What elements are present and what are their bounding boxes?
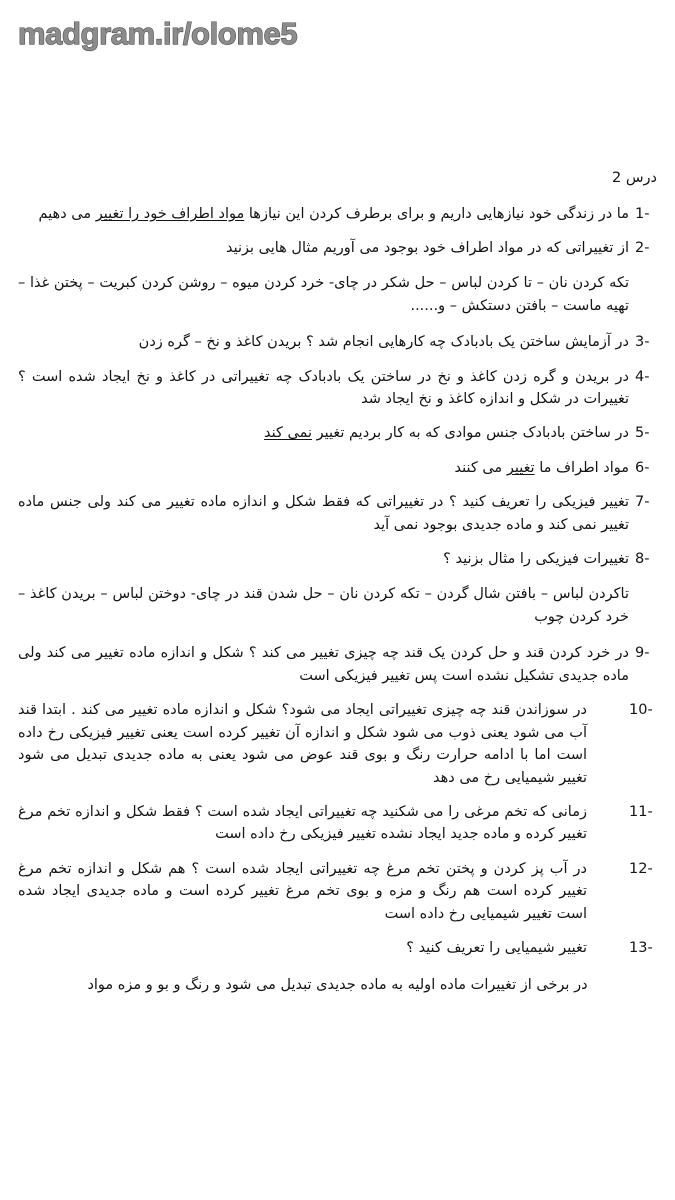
list-item-text: در ساختن بادبادک جنس موادی که به کار بردیم تغییر نمی کند [264,425,629,442]
list-item [18,699,657,789]
question-list [18,203,657,960]
list-item-text: در بریدن و گره زدن کاغذ و نخ در ساختن یک بادبادک چه تغییراتی در کاغذ و نخ ایجاد شده است ؟ تغییرات در شکل و اندازه کاغذ و نخ ایجاد شد [18,368,629,407]
underlined-phrase: نمی کند [264,425,313,442]
underlined-phrase: تغییر [506,459,535,476]
list-item [18,801,657,846]
list-item-text: در آب پز کردن و پختن تخم مرغ چه تغییراتی ایجاد شده است ؟ هم شکل و اندازه تخم مرغ تغییر کرده است هم رنگ و مزه و بوی تخم مرغ تغییر کرده است و ماده جدیدی ایجاد شده است تغییر شیمیایی رخ داده است [18,860,587,922]
list-item-number: 10- [629,702,653,719]
list-item-number: 8- [635,551,650,568]
list-item [18,331,657,353]
list-item-number: 4- [635,368,650,385]
list-item [18,203,657,225]
list-item-number: 11- [629,804,653,820]
list-item-text: تغییر شیمیایی را تعریف کنید ؟ [406,940,587,957]
list-item [18,858,657,925]
list-item-text: تغییرات فیزیکی را مثال بزنید ؟ [443,551,629,568]
list-item [18,422,657,444]
list-item [18,366,657,411]
list-item [18,548,657,570]
list-item-text: زمانی که تخم مرغی را می شکنید چه تغییراتی ایجاد شده است ؟ فقط شکل و اندازه تخم مرغ تغییر کرده و ماده جدید ایجاد نشده تغییر فیزیکی رخ داده است [18,804,587,843]
list-item-text: در آزمایش ساختن یک بادبادک چه کارهایی انجام شد ؟ بریدن کاغذ و نخ – گره زدن [138,334,629,351]
list-item-number: 6- [635,459,650,476]
list-item [18,237,657,259]
list-item-text: مواد اطراف ما تغییر می کنند [454,459,629,476]
answer-text: تکه کردن نان – تا کردن لباس – حل شکر در چای- خرد کردن میوه – روشن کردن کبریت – پختن غذا – تهیه ماست – بافتن دستکش – و...... [18,274,629,314]
lesson-heading: درس 2 [611,170,657,186]
list-item-text: ما در زندگی خود نیازهایی داریم و برای برطرف کردن این نیازها مواد اطراف خود را تغییر می دهیم [38,205,629,222]
list-item-number: 12- [629,860,653,877]
list-item [18,491,657,536]
list-item [18,937,657,959]
list-item-number: 9- [635,645,650,662]
list-item-number: 1- [635,205,650,222]
list-item-number: 5- [635,425,650,442]
list-item-text: از تغییراتی که در مواد اطراف خود بوجود می آوریم مثال هایی بزنید [225,240,629,257]
list-item-number: 2- [635,240,650,257]
list-item-number: 3- [635,334,650,351]
list-item-text: در خرد کردن قند و حل کردن یک قند چه چیزی تغییر می کند ؟ شکل و اندازه ماده تغییر می کند ولی ماده جدیدی تشکیل نشده است پس تغییر فیزیکی است [18,645,629,684]
site-watermark: madgram.ir/olome5 [18,16,298,51]
closing-paragraph: در برخی از تغییرات ماده اولیه به ماده جدیدی تبدیل می شود و رنگ و بو و مزه مواد [87,976,588,993]
list-item-number: 13- [629,940,653,957]
underlined-phrase: مواد اطراف خود را تغییر [95,205,245,222]
answer-text: تاکردن لباس – بافتن شال گردن – تکه کردن نان – حل شدن قند در چای- دوختن لباس – بریدن کاغذ – خرد کردن چوب [18,585,629,625]
list-item-text: تغییر فیزیکی را تعریف کنید ؟ در تغییراتی که فقط شکل و اندازه ماده تغییر می کند ولی جنس ماده تغییر نمی کند و ماده جدیدی بوجود نمی آید [18,494,629,533]
list-item [18,642,657,687]
list-item-number: 7- [635,494,650,511]
list-item-text: در سوزاندن قند چه چیزی تغییراتی ایجاد می شود؟ شکل و اندازه ماده تغییر می کند . ابتدا قند آب می شود یعنی ذوب می شود شکل و اندازه آن تغییر کرده است یعنی تغییر فیزیکی رخ داده است اما با ادامه حرارت رنگ و بوی قند عوض می شود یعنی به ماده جدیدی تبدیل می شود تغییر شیمیایی رخ می دهد [18,702,587,786]
list-item [18,457,657,479]
